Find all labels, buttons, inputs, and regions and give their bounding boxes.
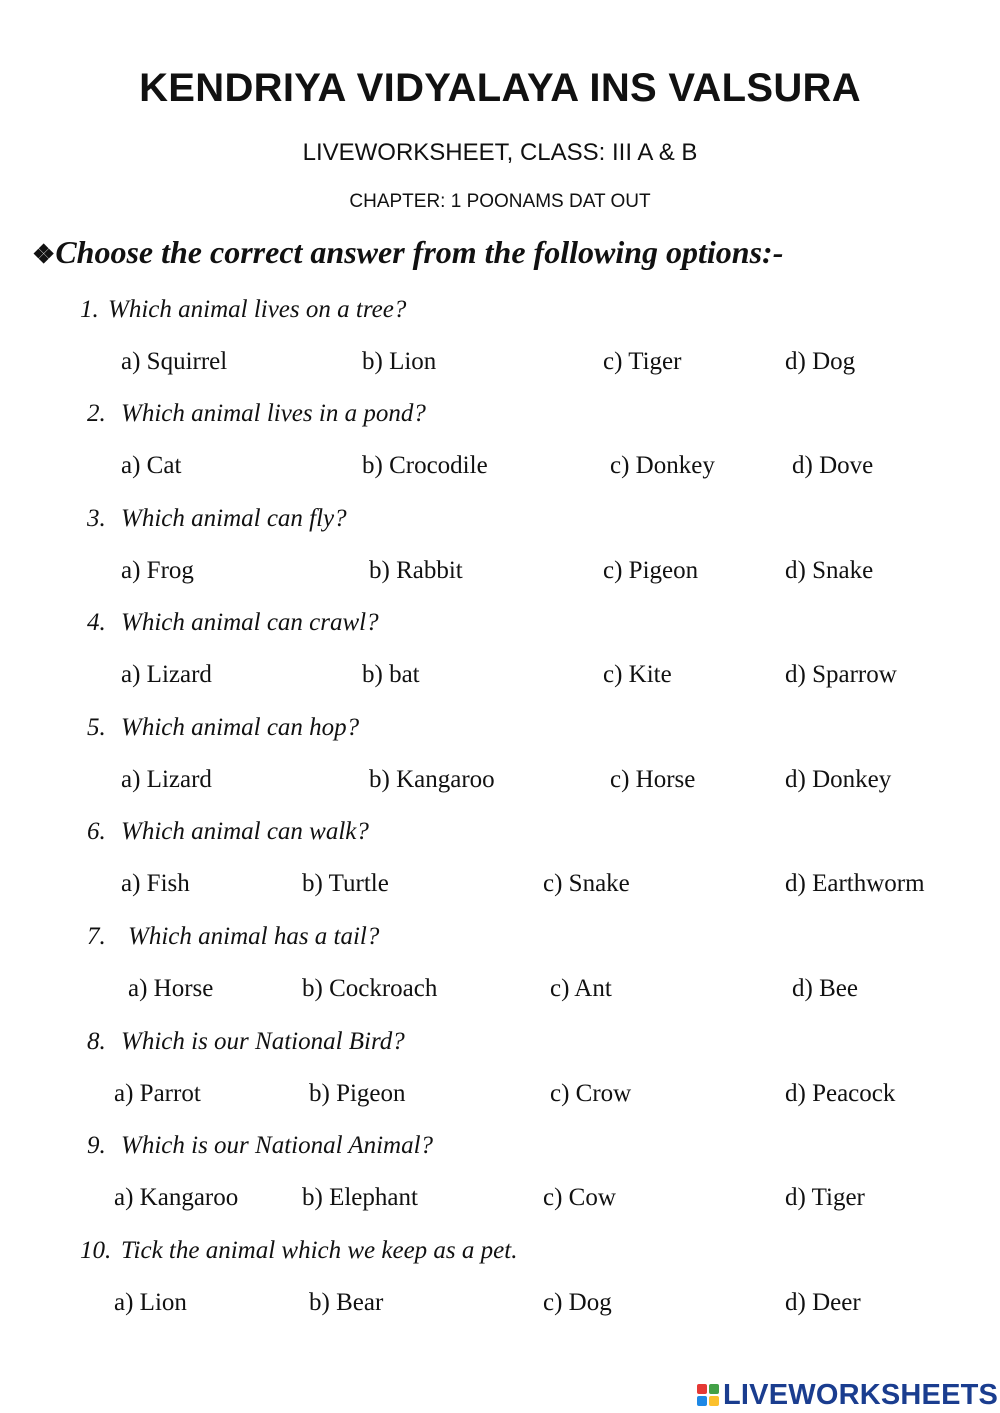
answer-option-a[interactable]: a) Lizard [121,661,212,688]
answer-option-d[interactable]: d) Bee [792,975,858,1002]
question-number: 7. [87,923,106,950]
question-number: 8. [87,1028,106,1055]
diamond-bullet-icon: ❖ [32,240,56,269]
answer-option-c[interactable]: c) Pigeon [603,557,699,584]
worksheet-subtitle: LIVEWORKSHEET, CLASS: III A & B [302,139,698,166]
answer-option-c[interactable]: c) Donkey [610,452,715,479]
question-text: Which animal can crawl? [121,609,379,636]
answer-option-a[interactable]: a) Lion [114,1289,187,1316]
question-number: 2. [87,400,106,427]
answer-option-a[interactable]: a) Horse [128,975,214,1002]
question-number: 1. [80,296,99,323]
question-number: 5. [87,714,106,741]
answer-option-a[interactable]: a) Frog [121,557,194,584]
question-text: Which animal lives on a tree? [108,296,407,323]
answer-option-d[interactable]: d) Earthworm [785,870,925,897]
answer-option-d[interactable]: d) Tiger [785,1184,865,1211]
answer-option-c[interactable]: c) Dog [543,1289,612,1316]
answer-option-b[interactable]: b) Kangaroo [369,766,495,793]
chapter-title: CHAPTER: 1 POONAMS DAT OUT [349,191,651,212]
question-text: Which animal has a tail? [128,923,380,950]
answer-option-d[interactable]: d) Dog [785,348,856,375]
logo-square [709,1396,719,1406]
answer-option-c[interactable]: c) Tiger [603,348,682,375]
question-text: Which animal can walk? [121,818,369,845]
answer-option-d[interactable]: d) Deer [785,1289,861,1316]
answer-option-c[interactable]: c) Kite [603,661,672,688]
answer-option-b[interactable]: b) Crocodile [362,452,488,479]
answer-option-b[interactable]: b) bat [362,661,420,688]
answer-option-b[interactable]: b) Cockroach [302,975,438,1002]
answer-option-a[interactable]: a) Cat [121,452,182,479]
answer-option-b[interactable]: b) Rabbit [369,557,463,584]
question-number: 4. [87,609,106,636]
logo-square [697,1384,707,1394]
answer-option-d[interactable]: d) Dove [792,452,874,479]
answer-option-a[interactable]: a) Squirrel [121,348,228,375]
question-text: Which animal can fly? [121,505,347,532]
instruction-text: Choose the correct answer from the following options:- [55,234,784,270]
liveworksheets-logo-icon [697,1384,719,1406]
answer-option-c[interactable]: c) Cow [543,1184,616,1211]
instruction [32,234,783,271]
question-text: Which animal can hop? [121,714,360,741]
question-text: Which animal lives in a pond? [121,400,426,427]
answer-option-a[interactable]: a) Kangaroo [114,1184,239,1211]
answer-option-c[interactable]: c) Ant [550,975,612,1002]
brand-text: LIVEWORKSHEETS [723,1378,999,1411]
question-number: 10. [80,1237,112,1264]
school-title: KENDRIYA VIDYALAYA INS VALSURA [139,66,861,110]
question-text: Tick the animal which we keep as a pet. [121,1237,518,1264]
answer-option-b[interactable]: b) Elephant [302,1184,418,1211]
answer-option-c[interactable]: c) Horse [610,766,696,793]
answer-option-b[interactable]: b) Pigeon [309,1080,406,1107]
answer-option-d[interactable]: d) Sparrow [785,661,897,688]
logo-square [709,1384,719,1394]
answer-option-a[interactable]: a) Lizard [121,766,212,793]
answer-option-b[interactable]: b) Lion [362,348,437,375]
question-text: Which is our National Bird? [121,1028,405,1055]
answer-option-b[interactable]: b) Turtle [302,870,389,897]
answer-option-b[interactable]: b) Bear [309,1289,384,1316]
question-number: 9. [87,1132,106,1159]
answer-option-c[interactable]: c) Snake [543,870,630,897]
answer-option-a[interactable]: a) Parrot [114,1080,201,1107]
answer-option-d[interactable]: d) Donkey [785,766,892,793]
question-text: Which is our National Animal? [121,1132,434,1159]
question-number: 3. [87,505,106,532]
answer-option-a[interactable]: a) Fish [121,870,190,897]
answer-option-c[interactable]: c) Crow [550,1080,632,1107]
answer-option-d[interactable]: d) Peacock [785,1080,896,1107]
answer-option-d[interactable]: d) Snake [785,557,874,584]
question-number: 6. [87,818,106,845]
logo-square [697,1396,707,1406]
liveworksheets-logo [697,1378,998,1412]
